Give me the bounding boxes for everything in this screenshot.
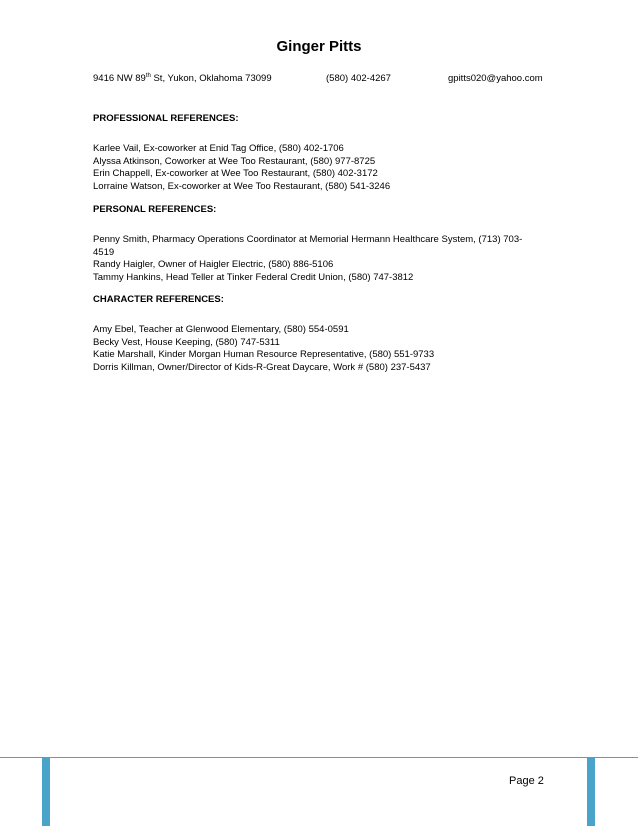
character-references-section (93, 294, 533, 374)
reference-item: Katie Marshall, Kinder Morgan Human Resource Representative, (580) 551-9733 (93, 349, 435, 361)
document-title: Ginger Pitts (276, 38, 362, 55)
address-prefix: 9416 NW 89 (93, 73, 146, 84)
personal-references-section (93, 204, 533, 284)
footer-accent-bar-left (42, 758, 50, 826)
professional-references-section (93, 113, 533, 193)
reference-item: Randy Haigler, Owner of Haigler Electric, (580) 886-5106 (93, 259, 334, 271)
contact-email: gpitts020@yahoo.com (448, 73, 543, 84)
contact-address (93, 73, 272, 84)
reference-list (93, 234, 533, 284)
reference-item: Alyssa Atkinson, Coworker at Wee Too Restaurant, (580) 977-8725 (93, 155, 376, 167)
reference-item: Erin Chappell, Ex-coworker at Wee Too Restaurant, (580) 402-3172 (93, 168, 378, 180)
reference-item: Tammy Hankins, Head Teller at Tinker Federal Credit Union, (580) 747-3812 (93, 271, 414, 283)
reference-list (93, 324, 533, 374)
reference-item: Amy Ebel, Teacher at Glenwood Elementary, (580) 554-0591 (93, 324, 349, 335)
footer-divider (0, 757, 638, 758)
reference-item: Becky Vest, House Keeping, (580) 747-5311 (93, 336, 280, 348)
reference-list (93, 143, 533, 193)
section-heading: CHARACTER REFERENCES: (93, 294, 224, 305)
address-suffix: St, Yukon, Oklahoma 73099 (150, 73, 272, 84)
footer-accent-bar-right (587, 758, 595, 826)
reference-item: Penny Smith, Pharmacy Operations Coordinator at Memorial Hermann Healthcare System, (713) 703-4519 (93, 234, 523, 258)
reference-item: Dorris Killman, Owner/Director of Kids-R-Great Daycare, Work # (580) 237-5437 (93, 361, 431, 373)
contact-phone: (580) 402-4267 (326, 73, 391, 84)
page-number: Page 2 (509, 775, 544, 787)
reference-item: Karlee Vail, Ex-coworker at Enid Tag Office, (580) 402-1706 (93, 143, 344, 154)
address-superscript: th (145, 72, 151, 79)
section-heading: PERSONAL REFERENCES: (93, 204, 217, 215)
reference-item: Lorraine Watson, Ex-coworker at Wee Too Restaurant, (580) 541-3246 (93, 180, 391, 192)
section-heading: PROFESSIONAL REFERENCES: (93, 113, 239, 124)
